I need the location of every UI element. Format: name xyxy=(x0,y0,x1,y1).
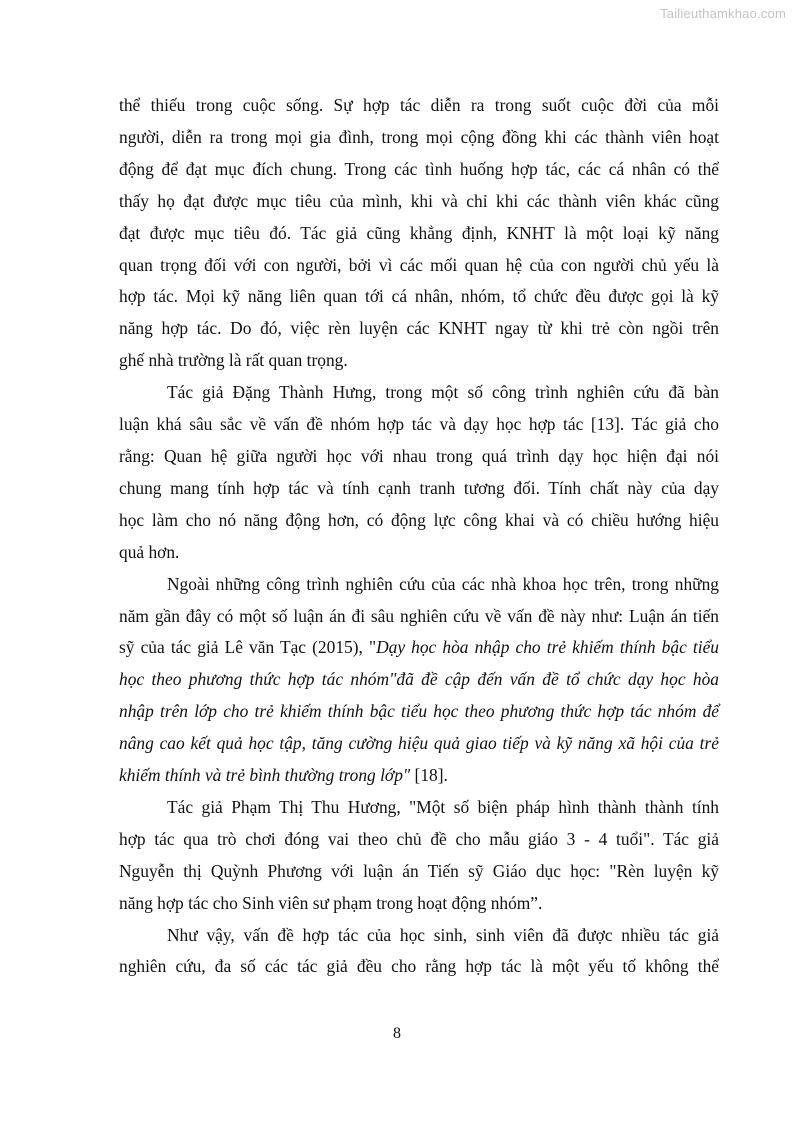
text-line: quan trọng đối với con người, bởi vì các mối quan hệ của con người chủ yếu là xyxy=(119,254,719,275)
watermark: Tailieuthamkhao.com xyxy=(660,6,786,21)
text-line xyxy=(119,632,719,664)
text-line: Tác giả Đặng Thành Hưng, trong một số công trình nghiên cứu đã bàn xyxy=(167,382,719,403)
text-line: năm gần đây có một số luận án đi sâu nghiên cứu về vấn đề này như: Luận án tiến xyxy=(119,605,719,626)
text-line-italic xyxy=(119,664,719,696)
text-line: chung mang tính hợp tác và tính cạnh tranh tương đối. Tính chất này của dạy xyxy=(119,477,719,498)
text-line: hợp tác. Mọi kỹ năng liên quan tới cá nhân, nhóm, tổ chức đều được gọi là kỹ xyxy=(119,286,719,307)
italic-span: nhập trên lớp cho trẻ khiếm thính bậc tiểu học theo phương thức hợp tác nhóm để xyxy=(119,701,719,722)
text-line: quả hơn. xyxy=(119,541,180,562)
italic-span: học theo phương thức hợp tác nhóm"đã đề cập đến vấn đề tổ chức dạy học hòa xyxy=(119,669,719,690)
document-body xyxy=(119,90,719,983)
paragraph-2 xyxy=(119,377,719,568)
text-line: luận khá sâu sắc về vấn đề nhóm hợp tác và dạy học hợp tác [13]. Tác giả cho xyxy=(119,414,719,435)
paragraph-3 xyxy=(119,569,719,792)
text-line: thấy họ đạt được mục tiêu của mình, khi và chỉ khi các thành viên khác cũng xyxy=(119,190,719,211)
text-line: nghiên cứu, đa số các tác giả đều cho rằng hợp tác là một yếu tố không thể xyxy=(119,956,719,977)
text-line: năng hợp tác cho Sinh viên sư phạm trong hoạt động nhóm”. xyxy=(119,892,543,913)
paragraph-5 xyxy=(119,920,719,984)
text-line: thể thiếu trong cuộc sống. Sự hợp tác diễn ra trong suốt cuộc đời của mỗi xyxy=(119,95,719,115)
italic-span: khiếm thính và trẻ bình thường trong lớp" xyxy=(119,765,411,786)
citation: [18]. xyxy=(410,765,448,786)
text-line: Ngoài những công trình nghiên cứu của các nhà khoa học trên, trong những xyxy=(167,573,719,594)
text-line-italic xyxy=(119,696,719,728)
text-span: sỹ của tác giả Lê văn Tạc (2015), " xyxy=(119,637,377,658)
text-line: đạt được mục tiêu đó. Tác giả cũng khẳng định, KNHT là một loại kỹ năng xyxy=(119,222,719,243)
italic-span: nâng cao kết quả học tập, tăng cường hiệu quả giao tiếp và kỹ năng xã hội của trẻ xyxy=(119,733,719,754)
page-number: 8 xyxy=(393,1025,401,1042)
text-line: Nguyễn thị Quỳnh Phương với luận án Tiến sỹ Giáo dục học: "Rèn luyện kỹ xyxy=(119,860,719,881)
text-line: hợp tác qua trò chơi đóng vai theo chủ đề cho mẫu giáo 3 - 4 tuổi". Tác giả xyxy=(119,828,719,849)
text-line: học làm cho nó năng động hơn, có động lực công khai và có chiều hướng hiệu xyxy=(119,509,719,530)
text-line: rằng: Quan hệ giữa người học với nhau trong quá trình dạy học hiện đại nói xyxy=(119,445,719,466)
paragraph-4 xyxy=(119,792,719,920)
italic-span: Dạy học hòa nhập cho trẻ khiếm thính bậc tiểu xyxy=(376,637,719,658)
text-line: động để đạt mục đích chung. Trong các tình huống hợp tác, các cá nhân có thể xyxy=(119,158,719,179)
text-line: Tác giả Phạm Thị Thu Hương, "Một số biện pháp hình thành thành tính xyxy=(167,796,719,817)
text-line-italic xyxy=(119,728,719,760)
paragraph-1 xyxy=(119,90,719,377)
text-line: ghế nhà trường là rất quan trọng. xyxy=(119,350,348,371)
text-line: năng hợp tác. Do đó, việc rèn luyện các KNHT ngay từ khi trẻ còn ngồi trên xyxy=(119,318,719,339)
text-line xyxy=(119,760,719,792)
text-line: người, diễn ra trong mọi gia đình, trong mọi cộng đồng khi các thành viên hoạt xyxy=(119,126,719,147)
text-line: Như vậy, vấn đề hợp tác của học sinh, sinh viên đã được nhiều tác giả xyxy=(167,924,719,945)
